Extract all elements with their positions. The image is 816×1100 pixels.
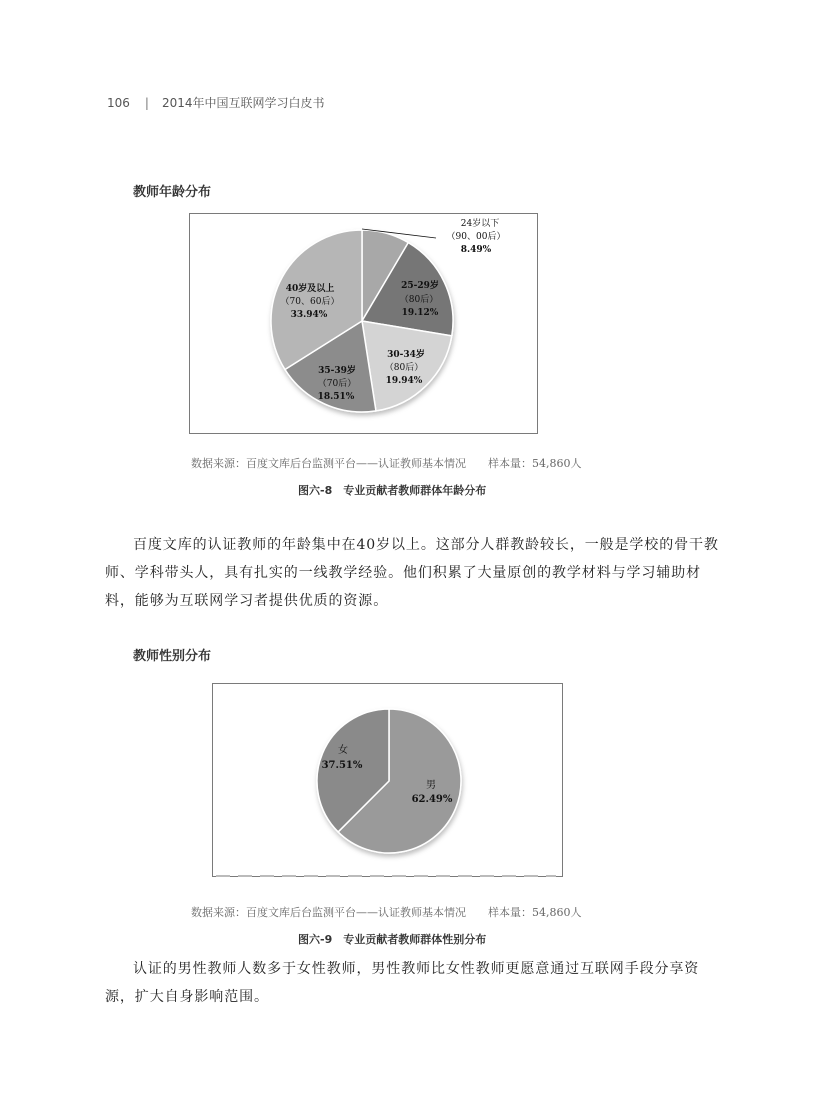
figure9-source bbox=[191, 904, 582, 920]
figure8-source-text: 数据来源：百度文库后台监测平台——认证教师基本情况 bbox=[191, 457, 466, 470]
age-label-30-34-sub: （80后） bbox=[384, 363, 424, 373]
age-label-under24-value: 8.49% bbox=[460, 245, 492, 255]
age-label-35-39-value: 18.51% bbox=[317, 392, 355, 402]
figure9-source-text: 数据来源：百度文库后台监测平台——认证教师基本情况 bbox=[191, 906, 466, 919]
age-label-25-29-name: 25-29岁 bbox=[401, 281, 439, 291]
age-label-under24-sub: （90、00后） bbox=[446, 232, 506, 242]
chart-bleed-artifact bbox=[216, 873, 556, 879]
paragraph-age-line1: 百度文库的认证教师的年龄集中在40岁以上。这部分人群教龄较长，一般是学校的骨干教 bbox=[133, 537, 719, 553]
age-label-under24 bbox=[447, 217, 506, 255]
paragraph-gender-line1: 认证的男性教师人数多于女性教师，男性教师比女性教师更愿意通过互联网手段分享资 bbox=[133, 961, 700, 977]
paragraph-age bbox=[105, 531, 725, 615]
header-separator: | bbox=[144, 96, 149, 110]
age-label-35-39-name: 35-39岁 bbox=[318, 366, 356, 376]
gender-chart-frame bbox=[212, 683, 563, 877]
gender-pie-chart bbox=[213, 684, 562, 876]
age-label-25-29 bbox=[400, 279, 439, 318]
paragraph-gender-line2: 源，扩大自身影响范围。 bbox=[105, 989, 269, 1005]
figure9-sample-size: 样本量：54,860人 bbox=[488, 906, 582, 919]
age-label-25-29-value: 19.12% bbox=[401, 308, 439, 318]
age-label-40plus-value: 33.94% bbox=[290, 310, 328, 320]
gender-label-male-name: 男 bbox=[426, 780, 436, 791]
paragraph-gender bbox=[105, 955, 725, 1011]
gender-label-female-value: 37.51% bbox=[321, 760, 363, 771]
section-heading-gender: 教师性别分布 bbox=[133, 649, 212, 664]
age-label-40plus-name: 40岁及以上 bbox=[285, 284, 335, 294]
paragraph-age-line2: 师、学科带头人，具有扎实的一线教学经验。他们积累了大量原创的教学材料与学习辅助材 bbox=[105, 565, 701, 581]
gender-label-female-name: 女 bbox=[338, 745, 348, 756]
running-header bbox=[107, 94, 325, 111]
age-label-under24-name: 24岁以下 bbox=[460, 219, 500, 229]
age-label-30-34-value: 19.94% bbox=[385, 376, 423, 386]
figure8-source bbox=[191, 455, 582, 471]
age-label-40plus-sub: （70、60后） bbox=[280, 297, 340, 307]
age-label-35-39 bbox=[318, 364, 357, 402]
age-label-30-34-name: 30-34岁 bbox=[387, 350, 425, 360]
figure9-caption: 图六-9 专业贡献者教师群体性别分布 bbox=[298, 933, 487, 946]
figure8-caption: 图六-8 专业贡献者教师群体年龄分布 bbox=[298, 484, 487, 497]
age-pie-chart bbox=[190, 214, 537, 433]
age-label-30-34 bbox=[385, 348, 425, 386]
paragraph-age-line3: 料，能够为互联网学习者提供优质的资源。 bbox=[105, 593, 389, 609]
figure8-sample-size: 样本量：54,860人 bbox=[488, 457, 582, 470]
age-chart-frame bbox=[189, 213, 538, 434]
section-heading-age: 教师年龄分布 bbox=[133, 185, 212, 200]
age-label-35-39-sub: （70后） bbox=[317, 379, 357, 389]
gender-label-male-value: 62.49% bbox=[411, 794, 453, 805]
book-title: 2014年中国互联网学习白皮书 bbox=[161, 96, 325, 110]
page-number: 106 bbox=[107, 96, 130, 110]
age-label-25-29-sub: （80后） bbox=[399, 295, 439, 305]
